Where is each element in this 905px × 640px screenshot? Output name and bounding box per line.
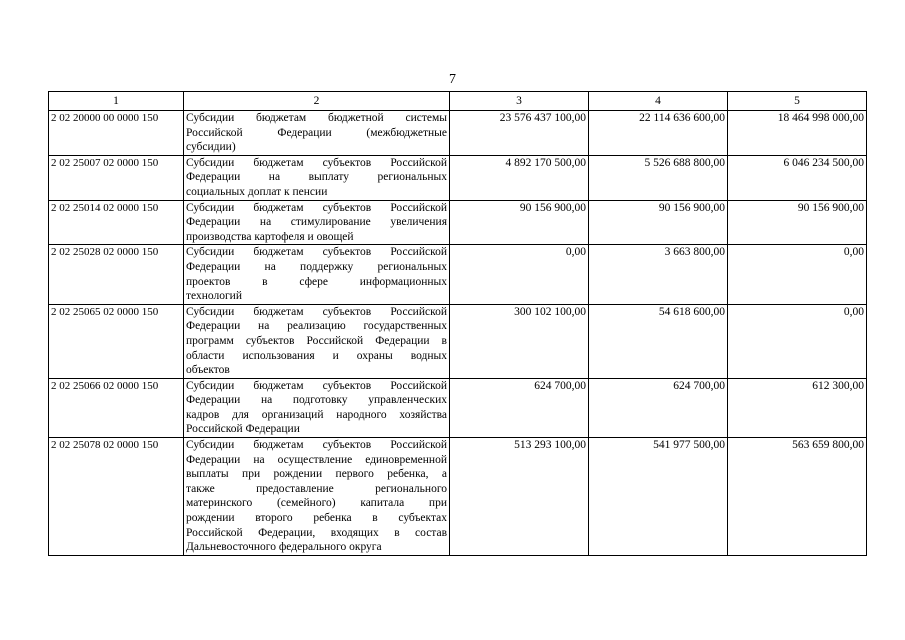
description-line: Дальневосточного федерального округа xyxy=(186,541,382,554)
description-line: объектов xyxy=(186,364,230,377)
amount-cell: 0,00 xyxy=(728,304,867,378)
amount-cell: 22 114 636 600,00 xyxy=(589,111,728,156)
amount-cell: 4 892 170 500,00 xyxy=(450,155,589,200)
description-line: Федерации на реализацию государственных xyxy=(186,320,447,333)
description-line: Федерации на стимулирование увеличения xyxy=(186,216,447,229)
column-header: 3 xyxy=(450,92,589,111)
description-line: также предоставление регионального xyxy=(186,482,447,495)
description-cell xyxy=(184,438,450,556)
amount-cell: 3 663 800,00 xyxy=(589,245,728,304)
description-line: кадров для организаций народного хозяйства xyxy=(186,408,447,421)
amount-cell: 54 618 600,00 xyxy=(589,304,728,378)
table-body xyxy=(49,111,867,556)
amount-cell: 0,00 xyxy=(728,245,867,304)
column-header: 4 xyxy=(589,92,728,111)
amount-cell: 90 156 900,00 xyxy=(589,200,728,245)
description-line: выплаты при рождении первого ребенка, а xyxy=(186,468,447,481)
budget-code-cell: 2 02 25014 02 0000 150 xyxy=(49,200,184,245)
description-line: области использования и охраны водных xyxy=(186,349,447,362)
description-line: технологий xyxy=(186,290,242,303)
description-cell xyxy=(184,378,450,437)
table-row xyxy=(49,111,867,156)
column-header: 2 xyxy=(184,92,450,111)
budget-code-cell: 2 02 25066 02 0000 150 xyxy=(49,378,184,437)
description-line: Российской Федерации xyxy=(186,423,300,436)
description-cell xyxy=(184,245,450,304)
description-line: Федерации на подготовку управленческих xyxy=(186,394,447,407)
table-row xyxy=(49,378,867,437)
table-row xyxy=(49,304,867,378)
description-cell xyxy=(184,111,450,156)
description-line: Субсидии бюджетам бюджетной системы xyxy=(186,112,447,124)
description-line: субсидии) xyxy=(186,141,236,154)
column-header: 5 xyxy=(728,92,867,111)
description-line: проектов в сфере информационных xyxy=(186,275,447,288)
description-line: программ субъектов Российской Федерации в xyxy=(186,334,447,347)
budget-code-cell: 2 02 25078 02 0000 150 xyxy=(49,438,184,556)
amount-cell: 513 293 100,00 xyxy=(450,438,589,556)
description-line: Субсидии бюджетам субъектов Российской xyxy=(186,201,447,214)
budget-code-cell: 2 02 20000 00 0000 150 xyxy=(49,111,184,156)
amount-cell: 90 156 900,00 xyxy=(450,200,589,245)
amount-cell: 6 046 234 500,00 xyxy=(728,155,867,200)
amount-cell: 624 700,00 xyxy=(450,378,589,437)
description-cell xyxy=(184,304,450,378)
description-line: Субсидии бюджетам субъектов Российской xyxy=(186,439,447,452)
table-row xyxy=(49,438,867,556)
amount-cell: 624 700,00 xyxy=(589,378,728,437)
table-row xyxy=(49,200,867,245)
amount-cell: 612 300,00 xyxy=(728,378,867,437)
amount-cell: 563 659 800,00 xyxy=(728,438,867,556)
description-line: рождении второго ребенка в субъектах xyxy=(186,512,447,525)
description-line: Субсидии бюджетам субъектов Российской xyxy=(186,156,447,169)
budget-table xyxy=(48,91,867,556)
table-row xyxy=(49,245,867,304)
amount-cell: 541 977 500,00 xyxy=(589,438,728,556)
description-line: материнского (семейного) капитала при xyxy=(186,497,447,510)
amount-cell: 18 464 998 000,00 xyxy=(728,111,867,156)
description-line: Российской Федерации (межбюджетные xyxy=(186,126,447,139)
table-row xyxy=(49,155,867,200)
budget-code-cell: 2 02 25007 02 0000 150 xyxy=(49,155,184,200)
budget-code-cell: 2 02 25065 02 0000 150 xyxy=(49,304,184,378)
amount-cell: 300 102 100,00 xyxy=(450,304,589,378)
amount-cell: 90 156 900,00 xyxy=(728,200,867,245)
budget-code-cell: 2 02 25028 02 0000 150 xyxy=(49,245,184,304)
amount-cell: 5 526 688 800,00 xyxy=(589,155,728,200)
description-line: Федерации на осуществление единовременной xyxy=(186,453,447,466)
description-cell xyxy=(184,155,450,200)
description-line: Федерации на поддержку региональных xyxy=(186,260,447,273)
header-row xyxy=(49,92,867,111)
description-line: социальных доплат к пенсии xyxy=(186,185,328,198)
page-number: 7 xyxy=(449,72,456,87)
description-line: производства картофеля и овощей xyxy=(186,230,354,243)
description-line: Российской Федерации, входящих в состав xyxy=(186,526,447,539)
amount-cell: 0,00 xyxy=(450,245,589,304)
column-header: 1 xyxy=(49,92,184,111)
description-line: Субсидии бюджетам субъектов Российской xyxy=(186,305,447,318)
amount-cell: 23 576 437 100,00 xyxy=(450,111,589,156)
description-line: Субсидии бюджетам субъектов Российской xyxy=(186,379,447,392)
description-cell xyxy=(184,200,450,245)
description-line: Субсидии бюджетам субъектов Российской xyxy=(186,246,447,259)
description-line: Федерации на выплату региональных xyxy=(186,171,447,184)
